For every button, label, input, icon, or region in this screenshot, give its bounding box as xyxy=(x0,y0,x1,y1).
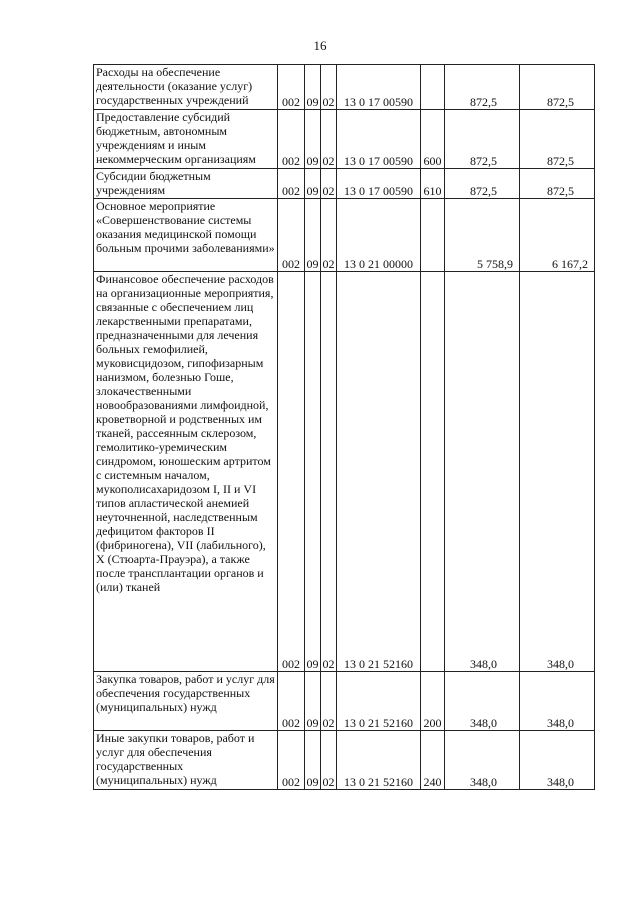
subsection-code: 02 xyxy=(321,272,337,672)
value-2: 872,5 xyxy=(520,110,595,169)
admin-code: 002 xyxy=(278,272,305,672)
admin-code: 002 xyxy=(278,731,305,790)
target-article-code: 13 0 17 00590 xyxy=(337,110,421,169)
table-row xyxy=(94,731,595,790)
section-code: 09 xyxy=(305,169,321,199)
table-row xyxy=(94,199,595,272)
value-1: 348,0 xyxy=(445,731,520,790)
value-1: 872,5 xyxy=(445,169,520,199)
admin-code: 002 xyxy=(278,672,305,731)
row-name: Предоставление субсидий бюджетным, автономным учреждениям и иным некоммерческим организациям xyxy=(94,110,278,169)
subsection-code: 02 xyxy=(321,731,337,790)
section-code: 09 xyxy=(305,272,321,672)
value-1: 5 758,9 xyxy=(445,199,520,272)
section-code: 09 xyxy=(305,731,321,790)
value-2: 348,0 xyxy=(520,672,595,731)
expense-type-code xyxy=(421,199,445,272)
subsection-code: 02 xyxy=(321,199,337,272)
table-row xyxy=(94,169,595,199)
table-row xyxy=(94,110,595,169)
row-name: Расходы на обеспечение деятельности (оказание услуг) государственных учреждений xyxy=(94,65,278,110)
expense-type-code: 240 xyxy=(421,731,445,790)
value-2: 872,5 xyxy=(520,65,595,110)
section-code: 09 xyxy=(305,65,321,110)
value-2: 348,0 xyxy=(520,731,595,790)
admin-code: 002 xyxy=(278,110,305,169)
page-number: 16 xyxy=(313,38,327,53)
row-name: Иные закупки товаров, работ и услуг для обеспечения государственных (муниципальных) нужд xyxy=(94,731,278,790)
admin-code: 002 xyxy=(278,65,305,110)
value-2: 872,5 xyxy=(520,169,595,199)
section-code: 09 xyxy=(305,672,321,731)
subsection-code: 02 xyxy=(321,110,337,169)
value-1: 348,0 xyxy=(445,672,520,731)
target-article-code: 13 0 17 00590 xyxy=(337,65,421,110)
value-2: 348,0 xyxy=(520,272,595,672)
value-1: 872,5 xyxy=(445,110,520,169)
admin-code: 002 xyxy=(278,199,305,272)
target-article-code: 13 0 21 00000 xyxy=(337,199,421,272)
section-code: 09 xyxy=(305,110,321,169)
budget-table xyxy=(93,64,595,790)
expense-type-code xyxy=(421,65,445,110)
admin-code: 002 xyxy=(278,169,305,199)
value-1: 872,5 xyxy=(445,65,520,110)
expense-type-code: 610 xyxy=(421,169,445,199)
value-1: 348,0 xyxy=(445,272,520,672)
table-row xyxy=(94,272,595,672)
section-code: 09 xyxy=(305,199,321,272)
expense-type-code: 200 xyxy=(421,672,445,731)
value-2: 6 167,2 xyxy=(520,199,595,272)
target-article-code: 13 0 21 52160 xyxy=(337,672,421,731)
target-article-code: 13 0 21 52160 xyxy=(337,731,421,790)
expense-type-code xyxy=(421,272,445,672)
row-name: Закупка товаров, работ и услуг для обеспечения государственных (муниципальных) нужд xyxy=(94,672,278,731)
target-article-code: 13 0 17 00590 xyxy=(337,169,421,199)
row-name: Финансовое обеспечение расходов на организационные мероприятия, связанные с обеспечением лиц лекарственными препаратами, предназначенными для лечения больных гемофилией, муковисцидозом, гипофизарным нанизмом, болезнью Гоше, злокачественными новообразованиями лимфоидной, кроветворной и родственных им тканей, рассеянным склерозом, гемолитико-уремическим синдромом, юношеским артритом с системным началом, мукополисахаридозом I, II и VI типов апластической анемией неуточненной, наследственным дефицитом факторов II (фибриногена), VII (лабильного), X (Стюарта-Прауэра), а также после трансплантации органов и (или) тканей xyxy=(94,272,278,672)
row-name: Основное мероприятие «Совершенствование системы оказания медицинской помощи больным прочими заболеваниями» xyxy=(94,199,278,272)
expense-type-code: 600 xyxy=(421,110,445,169)
subsection-code: 02 xyxy=(321,169,337,199)
row-name: Субсидии бюджетным учреждениям xyxy=(94,169,278,199)
table-row xyxy=(94,672,595,731)
target-article-code: 13 0 21 52160 xyxy=(337,272,421,672)
table-row xyxy=(94,65,595,110)
subsection-code: 02 xyxy=(321,65,337,110)
subsection-code: 02 xyxy=(321,672,337,731)
